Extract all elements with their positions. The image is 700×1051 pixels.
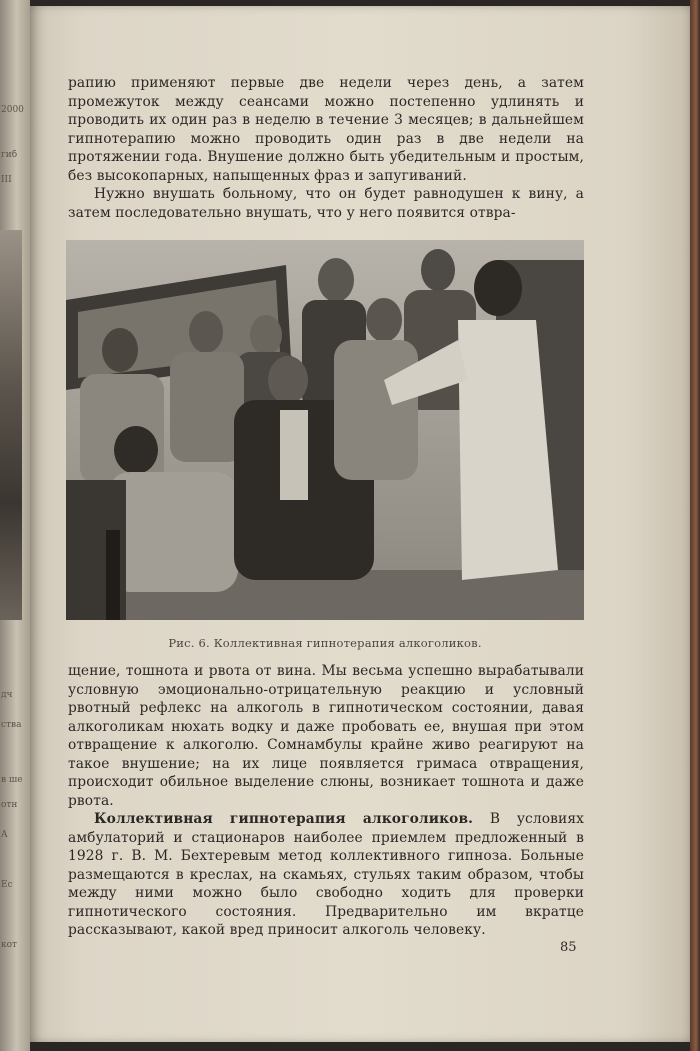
page-edge xyxy=(690,0,700,1051)
paragraph: рапию применяют первые две недели через день, а затем промежуток между сеансами можно постепенно удлинять и проводить их один раз в неделю в течение 3 месяцев; в дальнейшем гипнотерапию можно проводить один раз в две недели на протяжении года. Внушение должно быть убедительным и простым, без высокопарных, напыщенных фраз и запугиваний. xyxy=(68,75,584,184)
paragraph: Нужно внушать больному, что он будет равнодушен к вину, а затем последовательно внушать, что у него появится отвра- xyxy=(68,186,584,221)
left-page-fragment: ства xyxy=(1,720,22,730)
page-number: 85 xyxy=(560,940,577,955)
left-page-fragment: кот xyxy=(1,940,18,950)
section-text: В условиях амбулаторий и стационаров наиболее приемлем предложенный в 1928 г. В. М. Бехтеревым метод коллективного гипноза. Больные размещаются в креслах, на скамьях, стульях таким образом, чтобы между ними можно было свободно ходить для проверки гипнотического состояния. Предварительно им вкратце рассказывают, какой вред приносит алкоголь человеку. xyxy=(68,811,584,938)
left-page-fragment: 2000 xyxy=(1,105,24,115)
section-paragraph xyxy=(68,810,584,940)
left-page-fragment: A xyxy=(1,830,8,840)
top-text-block xyxy=(68,74,584,222)
middle-text-block xyxy=(68,662,584,940)
left-page-fragment: Ес xyxy=(1,880,13,890)
left-page-fragment: дч xyxy=(1,690,13,700)
left-page-fragment: гиб xyxy=(1,150,18,160)
left-page-fragment: в ше xyxy=(1,775,23,785)
left-page-photo xyxy=(0,230,22,620)
left-page-fragment: отн xyxy=(1,800,18,810)
section-heading: Коллективная гипнотерапия алкоголиков. xyxy=(94,811,474,827)
left-page-fragment: III xyxy=(1,175,12,185)
figure-caption: Рис. 6. Коллективная гипнотерапия алкоголиков. xyxy=(168,636,482,650)
paragraph: щение, тошнота и рвота от вина. Мы весьма успешно вырабатывали условную эмоционально-отрицательную реакцию и условный рвотный рефлекс на алкоголь в гипнотическом состоянии, давая алкоголикам нюхать водку и даже пробовать ее, внушая при этом отвращение к алкоголю. Сомнамбулы крайне живо реагируют на такое внушение; на их лице появляется гримаса отвращения, происходит обильное выделение слюны, возникает тошнота и даже рвота. xyxy=(68,663,584,809)
photo-illustration xyxy=(66,240,584,620)
left-page-edge xyxy=(0,0,30,1051)
figure-photo xyxy=(66,240,584,620)
